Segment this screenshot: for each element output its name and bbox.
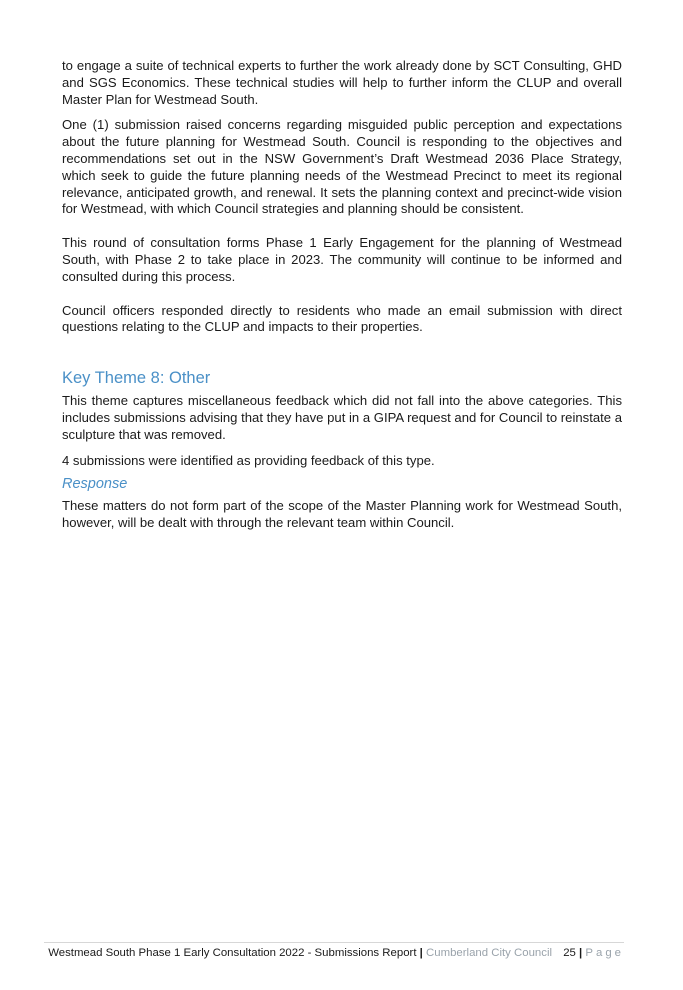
footer-report-title: Westmead South Phase 1 Early Consultation 2022 - Submissions Report	[48, 947, 417, 959]
theme-8-description: This theme captures miscellaneous feedback which did not fall into the above categories. This includes submissions advising that they have put in a GIPA request and for Council to reinstate a sculpture that was removed.	[62, 393, 622, 442]
document-page	[62, 58, 622, 532]
page-footer	[44, 942, 624, 961]
footer-page-label: Page	[585, 947, 624, 959]
body-paragraph-technical-experts: to engage a suite of technical experts to further the work already done by SCT Consulting, GHD and SGS Economics. These technical studies will help to further inform the CLUP and overall Master Plan for Westmead South.	[62, 58, 622, 107]
footer-separator: |	[419, 947, 423, 959]
response-heading: Response	[62, 476, 128, 493]
body-paragraph-public-perception: One (1) submission raised concerns regarding misguided public perception and expectations about the future planning for Westmead South. Council is responding to the objectives and recommendations set out in the NSW Government’s Draft Westmead 2036 Place Strategy, which seek to guide the future planning needs of the Westmead Precinct to meet its regional relevance, anticipated growth, and renewal. It sets the planning context and precinct-wide vision for Westmead, with which Council strategies and planning should be consistent.	[62, 117, 622, 217]
body-paragraph-consultation-phase: This round of consultation forms Phase 1 Early Engagement for the planning of Westmead South, with Phase 2 to take place in 2023. The community will continue to be informed and consulted during this process.	[62, 235, 622, 284]
response-text: These matters do not form part of the scope of the Master Planning work for Westmead South, however, will be dealt with through the relevant team within Council.	[62, 498, 622, 531]
body-paragraph-council-officers: Council officers responded directly to residents who made an email submission with direct questions relating to the CLUP and impacts to their properties.	[62, 302, 622, 335]
footer-page-separator: |	[579, 947, 583, 959]
footer-organisation: Cumberland City Council	[426, 947, 553, 959]
footer-page-number: 25	[563, 947, 576, 959]
key-theme-8-heading: Key Theme 8: Other	[62, 369, 211, 388]
theme-8-submission-count: 4 submissions were identified as providing feedback of this type.	[62, 452, 435, 468]
